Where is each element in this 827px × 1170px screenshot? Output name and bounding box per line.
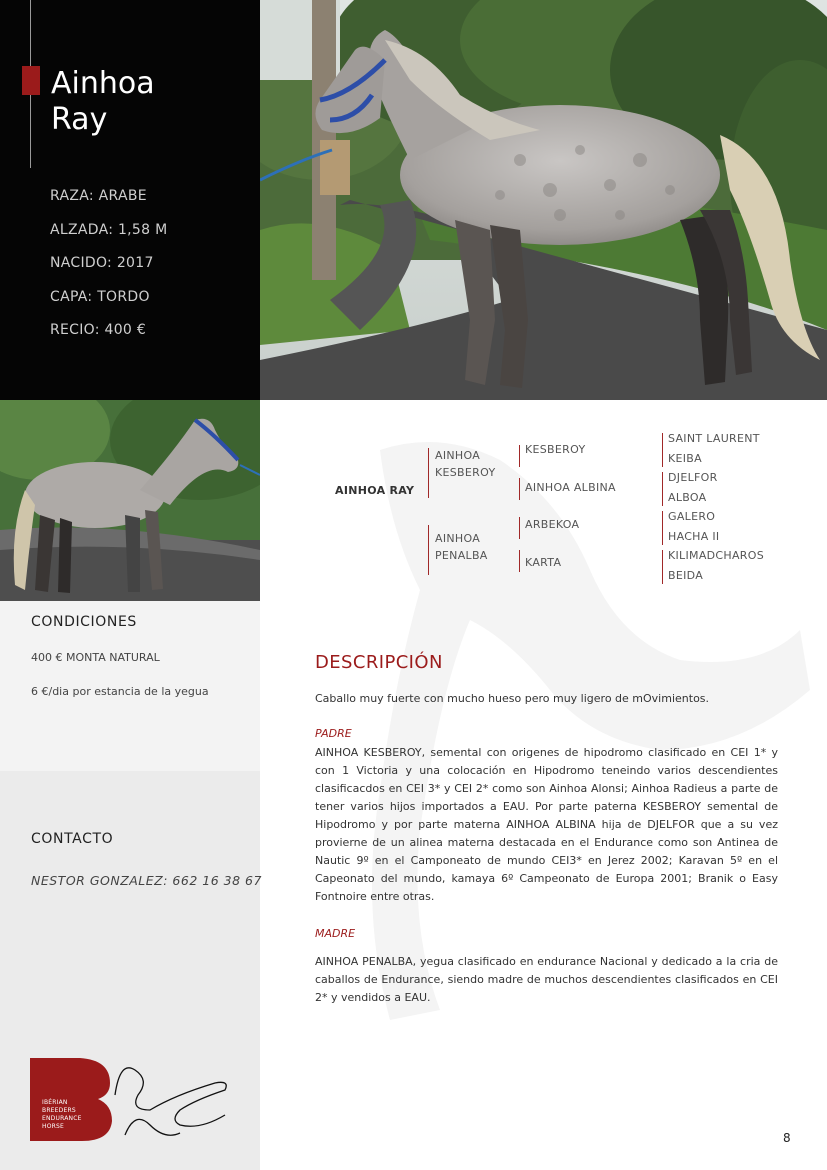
main-horse-photo xyxy=(260,0,827,400)
pedigree-line-gg3 xyxy=(662,511,663,545)
sire-description: AINHOA KESBEROY, semental con origenes de hipodromo clasificado en CEI 1* y con 1 Victoria y una colocación en Hipodromo teneindo varios descendientes clasificacdos en CEI 3* y CEI 2* como son Ainhoa Alonsi; Ainhoa Radieus a parte de tener varios hijos importados a EAU. Por parte paterna KESBEROY semental de Hipodromo y por parte materna AINHOA ALBINA hija de DJELFOR que a su vez provierne de un alinea materna destacada en el Endurance como son Antinea de Nautic 9º en el Camponeato de mundo CEI3* en Jerez 2002; Karavan 5º en el Capeonato del mundo, kamaya 6º Campeonato de Europa 2001; Branik o Easy Fontnoire entre otras. xyxy=(315,746,778,903)
pedigree-dam-line2: PENALBA xyxy=(435,549,488,562)
pedigree-line-gg4 xyxy=(662,550,663,584)
pedigree-line-gg1 xyxy=(662,433,663,467)
pedigree-great-2: KEIBA xyxy=(668,452,702,465)
main-photo-illustration xyxy=(260,0,827,400)
pedigree-line-g1 xyxy=(519,445,520,467)
pedigree-line-dam xyxy=(428,525,429,575)
secondary-horse-photo xyxy=(0,400,260,601)
spec-born: NACIDO: 2017 xyxy=(50,255,154,271)
spec-height: ALZADA: 1,58 M xyxy=(50,221,168,238)
pedigree-subject: AINHOA RAY xyxy=(335,484,415,497)
pedigree-dam xyxy=(435,530,488,564)
logo-line-3: ENDURANCE xyxy=(42,1115,82,1122)
logo-text xyxy=(42,1099,82,1131)
sire-label: PADRE xyxy=(315,727,352,740)
pedigree-line-g2 xyxy=(519,478,520,500)
pedigree-line-g3 xyxy=(519,517,520,539)
logo-line-4: HORSE xyxy=(42,1123,65,1130)
spec-coat: CAPA: TORDO xyxy=(50,288,150,305)
contact-heading: CONTACTO xyxy=(31,831,114,847)
pedigree-great-5: GALERO xyxy=(668,510,716,523)
title-accent-bar xyxy=(22,66,40,95)
horse-name-line2: Ray xyxy=(51,102,108,137)
pedigree-sire xyxy=(435,447,495,481)
breeder-logo xyxy=(30,1055,230,1145)
contact-text: NESTOR GONZALEZ: 662 16 38 67 xyxy=(31,873,262,888)
condition-item-2: 6 €/dia por estancia de la yegua xyxy=(31,685,209,698)
description-heading: DESCRIPCIÓN xyxy=(315,652,443,673)
pedigree-line-sire xyxy=(428,448,429,498)
horse-name xyxy=(51,66,155,138)
logo-line-1: IBÉRIAN xyxy=(42,1099,68,1106)
info-panel xyxy=(0,0,260,400)
horse-name-line1: Ainhoa xyxy=(51,66,155,101)
condition-item-1: 400 € MONTA NATURAL xyxy=(31,651,160,664)
pedigree-dam-line1: AINHOA xyxy=(435,532,481,545)
description-intro: Caballo muy fuerte con mucho hueso pero muy ligero de mOvimientos. xyxy=(315,692,710,705)
pedigree-sire-line1: AINHOA xyxy=(435,449,481,462)
pedigree-great-6: HACHA II xyxy=(668,530,720,543)
pedigree-sire-line2: KESBEROY xyxy=(435,466,496,479)
pedigree-grand-4: KARTA xyxy=(525,556,562,569)
dam-description: AINHOA PENALBA, yegua clasificado en endurance Nacional y dedicado a la cria de caballos de Endurance, siendo madre de muchos descendientes clasificados en CEI 2* y vendidos a EAU. xyxy=(315,955,778,1004)
horse-specs xyxy=(50,186,167,354)
pedigree-great-7: KILIMADCHAROS xyxy=(668,549,764,562)
pedigree-line-g4 xyxy=(519,550,520,572)
pedigree-great-1: SAINT LAURENT xyxy=(668,432,760,445)
conditions-heading: CONDICIONES xyxy=(31,614,137,630)
pedigree-great-4: ALBOA xyxy=(668,491,707,504)
pedigree-line-gg2 xyxy=(662,472,663,506)
pedigree-grand-1: KESBEROY xyxy=(525,443,586,456)
dam-label: MADRE xyxy=(315,927,356,940)
small-photo-illustration xyxy=(0,400,260,601)
spec-breed: RAZA: ARABE xyxy=(50,188,147,204)
spec-price: RECIO: 400 € xyxy=(50,322,147,338)
pedigree-great-8: BEIDA xyxy=(668,569,704,582)
pedigree-great-3: DJELFOR xyxy=(668,471,718,484)
pedigree-grand-3: ARBEKOA xyxy=(525,518,580,531)
watermark-horse xyxy=(360,430,820,1030)
logo-line-2: BREEDERS xyxy=(42,1107,76,1114)
page-number: 8 xyxy=(783,1131,791,1145)
pedigree-grand-2: AINHOA ALBINA xyxy=(525,481,616,494)
